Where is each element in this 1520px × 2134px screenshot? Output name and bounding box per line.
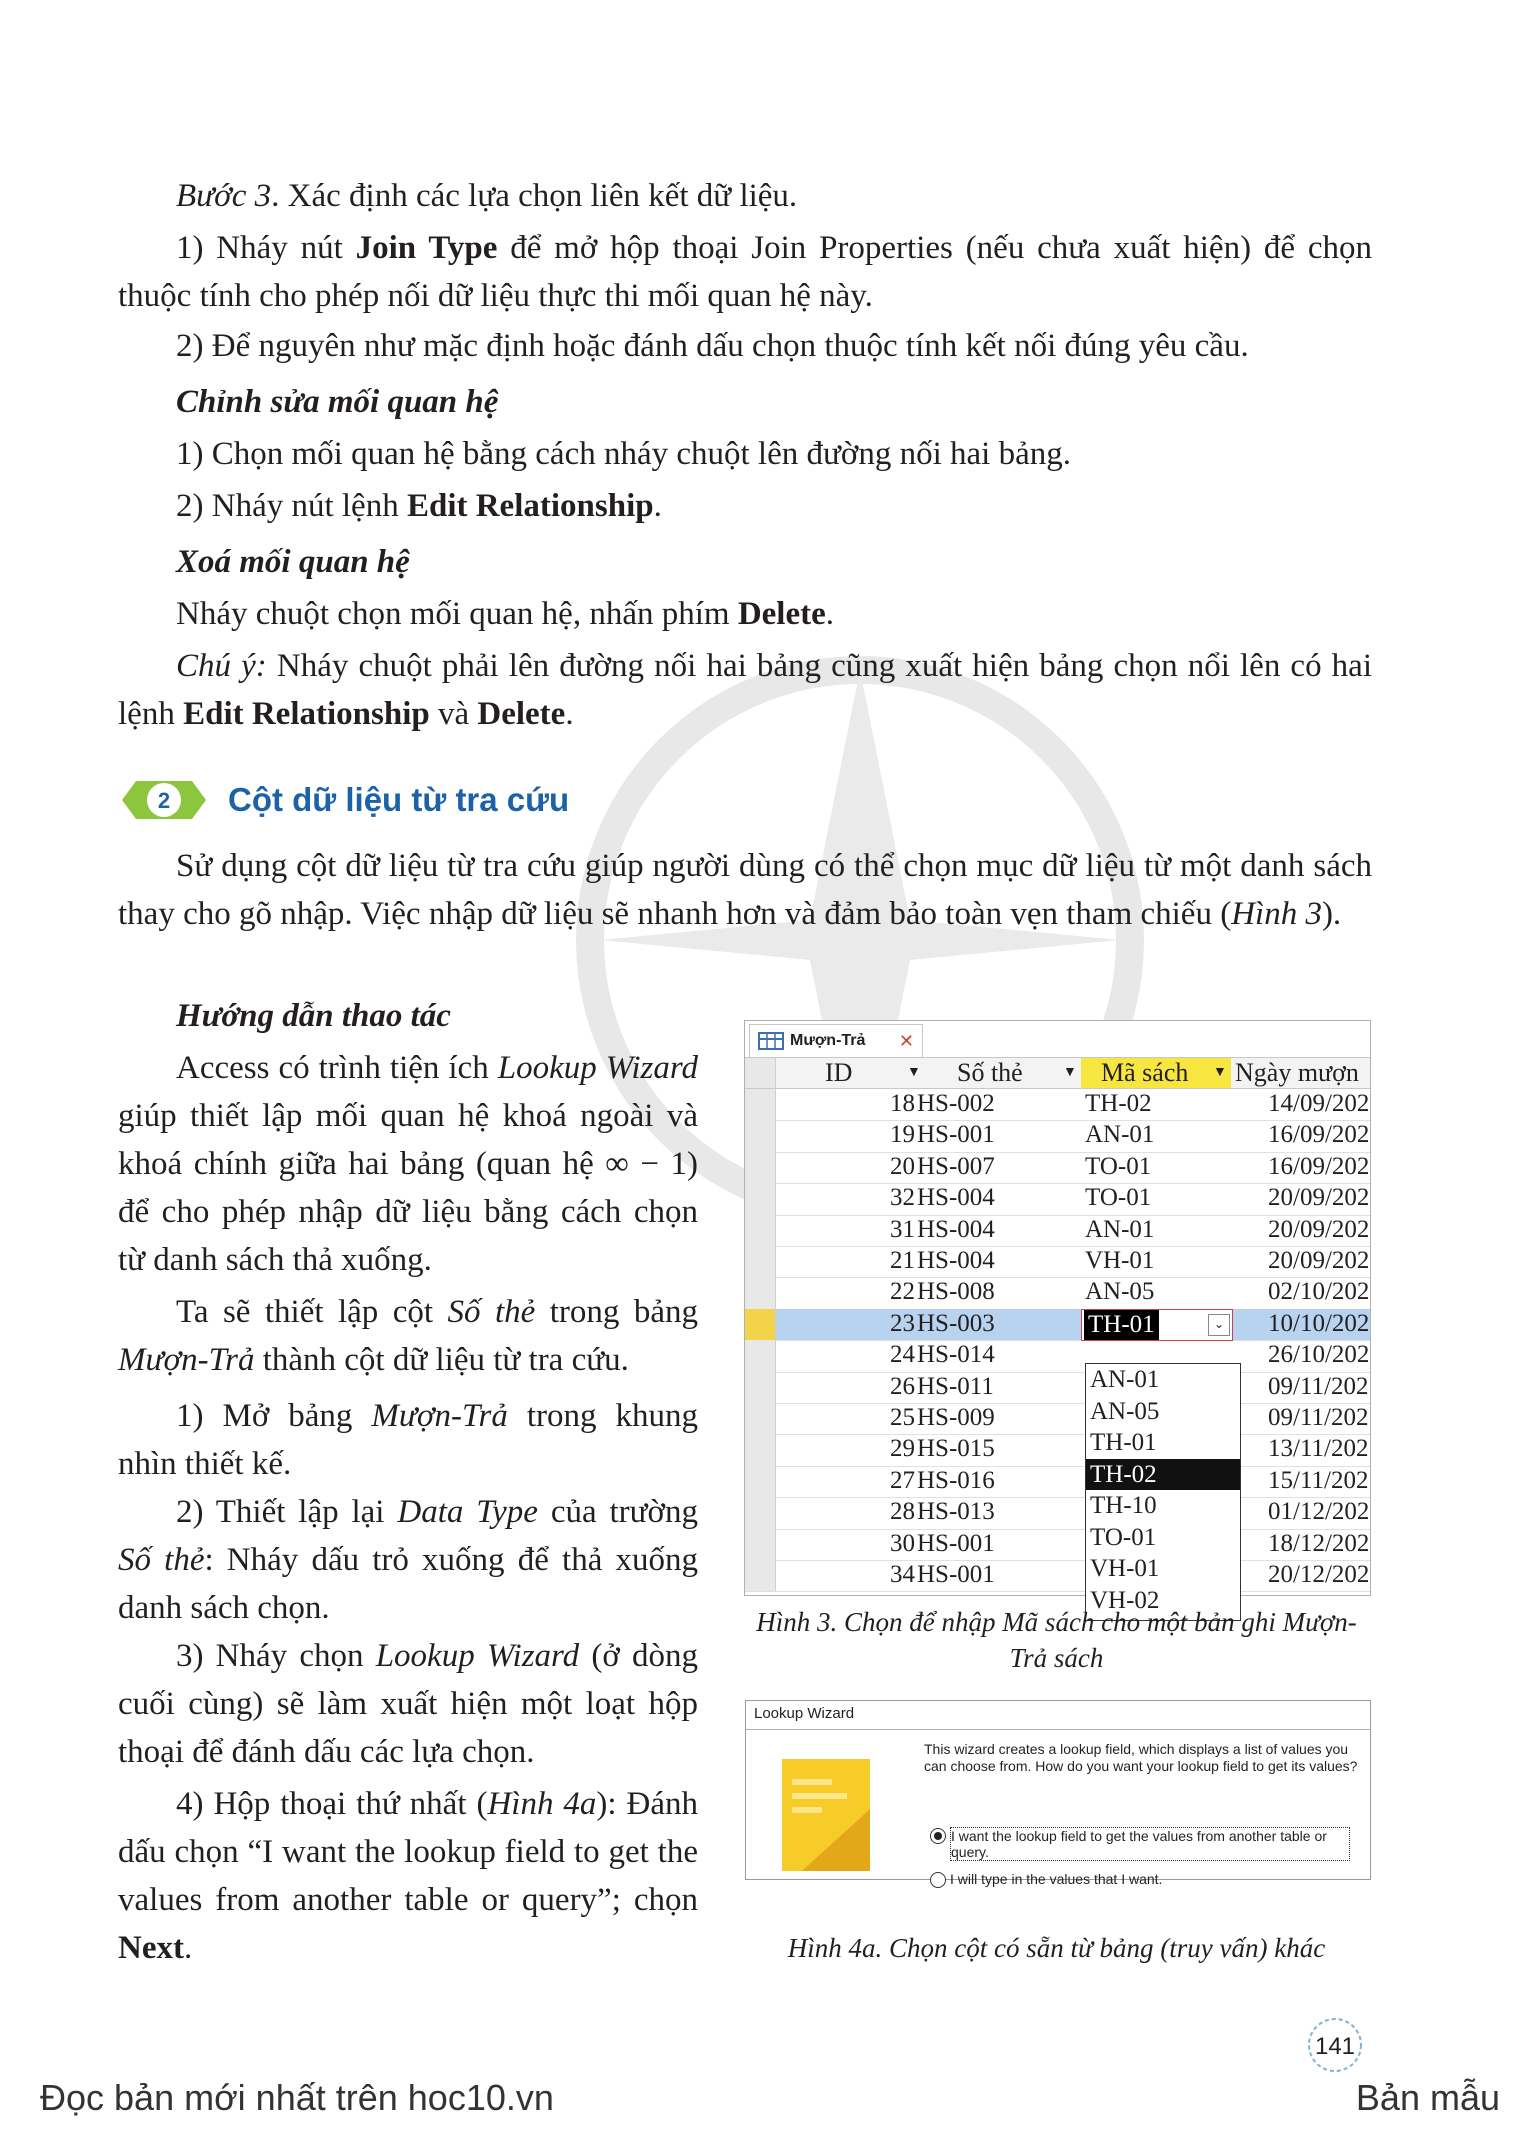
dropdown-option[interactable]: TH-10: [1090, 1492, 1157, 1519]
cell-ngay-muon[interactable]: 20/09/202: [1268, 1247, 1370, 1274]
table-row[interactable]: [745, 1215, 1370, 1247]
table-row[interactable]: [745, 1246, 1370, 1278]
cell-id[interactable]: 27: [890, 1466, 915, 1494]
section-heading: [118, 775, 569, 825]
svg-text:141: 141: [1314, 2033, 1356, 2060]
cell-id[interactable]: 25: [890, 1404, 915, 1431]
header-ngay-muon[interactable]: Ngày mượn: [1235, 1058, 1359, 1087]
cell-so-the[interactable]: HS-004: [917, 1215, 995, 1243]
chevron-down-icon[interactable]: ▼: [907, 1065, 921, 1080]
dropdown-option[interactable]: VH-02: [1090, 1586, 1160, 1614]
cell-id[interactable]: 26: [890, 1372, 915, 1400]
select-all-corner[interactable]: [745, 1058, 776, 1088]
row-selector[interactable]: [745, 1403, 776, 1434]
cell-so-the[interactable]: HS-008: [917, 1278, 995, 1306]
guide-paragraph-6: 4) Hộp thoại thứ nhất (Hình 4a): Đánh dấu chọn “I want the lookup field to get the values from another table or query”; chọn Next.: [118, 1786, 699, 1966]
cell-ngay-muon[interactable]: 09/11/202: [1268, 1404, 1369, 1431]
dropdown-option[interactable]: TH-02: [1086, 1459, 1240, 1491]
option-type-values[interactable]: I will type in the values that I want.: [930, 1871, 1162, 1887]
edit-heading: Chỉnh sửa mối quan hệ: [176, 384, 499, 420]
table-row[interactable]: [745, 1309, 1370, 1341]
cell-id[interactable]: 29: [890, 1435, 915, 1463]
cell-ngay-muon[interactable]: 20/09/202: [1268, 1184, 1370, 1212]
guide-paragraph-5: 3) Nháy chọn Lookup Wizard (ở dòng cuối cùng) sẽ làm xuất hiện một loạt hộp thoại để đánh dấu các lựa chọn.: [118, 1638, 698, 1770]
svg-text:2: 2: [157, 788, 171, 813]
ma-sach-combo[interactable]: [1081, 1309, 1233, 1341]
option-from-table[interactable]: I want the lookup field to get the values from another table or query.: [930, 1827, 1350, 1861]
figure4a-caption: Hình 4a. Chọn cột có sẵn từ bảng (truy vấn) khác: [787, 1933, 1326, 1963]
footer-right-label: Bản mẫu: [1355, 2077, 1500, 2118]
radio-selected[interactable]: [930, 1828, 946, 1844]
table-row[interactable]: [745, 1560, 1370, 1592]
delete-item: Nháy chuột chọn mối quan hệ, nhấn phím Delete.: [176, 596, 834, 632]
step3-line: Bước 3. Xác định các lựa chọn liên kết dữ liệu.: [176, 178, 798, 214]
cell-ngay-muon[interactable]: 18/12/202: [1268, 1529, 1370, 1557]
wizard-illustration: [782, 1759, 870, 1871]
cell-ngay-muon[interactable]: 26/10/202: [1268, 1341, 1370, 1369]
table-row[interactable]: [745, 1497, 1370, 1529]
footer-left-link[interactable]: Đọc bản mới nhất trên hoc10.vn: [40, 2077, 554, 2118]
section-title: Cột dữ liệu từ tra cứu: [228, 781, 570, 818]
guide-heading: Hướng dẫn thao tác: [176, 998, 451, 1034]
dropdown-option[interactable]: AN-05: [1090, 1397, 1160, 1425]
edit-item2: 2) Nháy nút lệnh Edit Relationship.: [176, 488, 662, 524]
table-row[interactable]: [745, 1340, 1370, 1372]
cell-ngay-muon[interactable]: 14/09/202: [1268, 1090, 1370, 1117]
row-selector[interactable]: [745, 1089, 776, 1120]
cell-ma-sach[interactable]: TH-02: [1085, 1090, 1152, 1117]
cell-id[interactable]: 23: [890, 1309, 915, 1337]
chevron-down-icon[interactable]: ▼: [1063, 1065, 1077, 1080]
cell-so-the[interactable]: HS-004: [917, 1184, 995, 1212]
dropdown-arrow-icon[interactable]: ⌄: [1208, 1314, 1230, 1336]
title-divider: [746, 1729, 1370, 1730]
cell-ngay-muon[interactable]: 13/11/202: [1268, 1435, 1369, 1463]
lookup-wizard-dialog: [745, 1700, 1371, 1887]
header-so-the[interactable]: Số thẻ: [957, 1058, 1023, 1087]
guide-paragraph-3: 1) Mở bảng Mượn-Trả trong khung nhìn thiết kế.: [118, 1398, 698, 1482]
muon-tra-datasheet: [744, 1020, 1371, 1614]
cell-so-the[interactable]: HS-016: [917, 1466, 995, 1494]
figure3-caption: Hình 3. Chọn để nhập Mã sách cho một bản ghi Mượn-Trả sách: [756, 1607, 1357, 1673]
cell-ngay-muon[interactable]: 01/12/202: [1268, 1498, 1370, 1526]
cell-id[interactable]: 30: [890, 1529, 915, 1557]
row-selector[interactable]: [745, 1215, 776, 1246]
guide-paragraph-2: Ta sẽ thiết lập cột Số thẻ trong bảng Mượn-Trả thành cột dữ liệu từ tra cứu.: [118, 1294, 698, 1378]
chevron-down-icon[interactable]: ▼: [1213, 1065, 1227, 1080]
tab-label: Mượn-Trả: [790, 1032, 866, 1049]
table-row[interactable]: [745, 1372, 1370, 1404]
row-selector[interactable]: [745, 1152, 776, 1183]
cell-id[interactable]: 24: [890, 1341, 915, 1369]
radio-unselected[interactable]: [930, 1872, 946, 1888]
header-row: [745, 1058, 1370, 1089]
guide-paragraph-4: 2) Thiết lập lại Data Type của trường Số thẻ: Nháy dấu trỏ xuống để thả xuống danh sách chọn.: [118, 1494, 698, 1626]
note-paragraph: Chú ý: Nháy chuột phải lên đường nối hai bảng cũng xuất hiện bảng chọn nổi lên có hai lệnh Edit Relationship và Delete.: [118, 648, 1372, 732]
dialog-title: Lookup Wizard: [754, 1705, 855, 1722]
header-ma-sach[interactable]: Mã sách: [1081, 1058, 1231, 1088]
table-row[interactable]: [745, 1089, 1370, 1121]
cell-ma-sach[interactable]: AN-05: [1085, 1278, 1155, 1306]
section-intro: Sử dụng cột dữ liệu từ tra cứu giúp người dùng có thể chọn mục dữ liệu từ một danh sách thay cho gõ nhập. Việc nhập dữ liệu sẽ nhanh hơn và đảm bảo toàn vẹn tham chiếu (Hình 3).: [118, 848, 1372, 932]
table-row[interactable]: [745, 1466, 1370, 1498]
cell-ngay-muon[interactable]: 10/10/202: [1268, 1309, 1370, 1337]
cell-so-the[interactable]: HS-001: [917, 1561, 995, 1588]
cell-so-the[interactable]: HS-004: [917, 1247, 995, 1274]
cell-id[interactable]: 18: [890, 1090, 915, 1117]
table-row[interactable]: [745, 1120, 1370, 1152]
cell-ma-sach[interactable]: AN-01: [1085, 1215, 1155, 1243]
page-number-badge: [1305, 2015, 1365, 2075]
cell-id[interactable]: 32: [890, 1184, 915, 1212]
row-selector[interactable]: [745, 1560, 776, 1591]
tab-muon-tra[interactable]: [749, 1024, 923, 1057]
cell-id[interactable]: 19: [890, 1121, 915, 1149]
table-icon: [758, 1032, 784, 1050]
cell-so-the[interactable]: HS-011: [917, 1372, 994, 1400]
table-row[interactable]: [745, 1529, 1370, 1561]
cell-so-the[interactable]: HS-014: [917, 1341, 995, 1369]
combo-value: TH-01: [1084, 1310, 1159, 1340]
cell-id[interactable]: 20: [890, 1152, 915, 1180]
table-row[interactable]: [745, 1152, 1370, 1184]
cell-ngay-muon[interactable]: 16/09/202: [1268, 1121, 1370, 1149]
cell-ngay-muon[interactable]: 15/11/202: [1268, 1466, 1369, 1494]
cell-so-the[interactable]: HS-001: [917, 1121, 995, 1149]
cell-so-the[interactable]: HS-013: [917, 1498, 995, 1526]
ma-sach-dropdown-list: [1085, 1363, 1241, 1621]
guide-paragraph-1: Access có trình tiện ích Lookup Wizard giúp thiết lập mối quan hệ khoá ngoài và khoá chính giữa hai bảng (quan hệ ∞ − 1) để cho phép nhập dữ liệu bằng cách chọn từ danh sách thả xuống.: [118, 1050, 699, 1278]
delete-heading: Xoá mối quan hệ: [176, 544, 410, 580]
edit-item1: 1) Chọn mối quan hệ bằng cách nháy chuột lên đường nối hai bảng.: [176, 436, 1071, 472]
dropdown-option[interactable]: TH-01: [1090, 1429, 1157, 1456]
cell-id[interactable]: 31: [890, 1215, 915, 1243]
step3-item2: 2) Để nguyên như mặc định hoặc đánh dấu chọn thuộc tính kết nối đúng yêu cầu.: [176, 328, 1249, 364]
cell-ma-sach[interactable]: TO-01: [1085, 1152, 1152, 1180]
cell-so-the[interactable]: HS-001: [917, 1529, 995, 1557]
dropdown-option[interactable]: VH-01: [1090, 1555, 1160, 1582]
row-selector[interactable]: [745, 1466, 776, 1497]
table-row[interactable]: [745, 1434, 1370, 1466]
row-selector[interactable]: [745, 1246, 776, 1277]
row-selector[interactable]: [745, 1372, 776, 1403]
cell-so-the[interactable]: HS-009: [917, 1404, 995, 1431]
step3-item1: 1) Nháy nút Join Type để mở hộp thoại Join Properties (nếu chưa xuất hiện) để chọn thuộc tính cho phép nối dữ liệu thực thi mối quan hệ này.: [118, 230, 1372, 314]
dropdown-option[interactable]: TO-01: [1090, 1523, 1157, 1551]
cell-ngay-muon[interactable]: 20/09/202: [1268, 1215, 1370, 1243]
cell-id[interactable]: 28: [890, 1498, 915, 1526]
cell-id[interactable]: 21: [890, 1247, 915, 1274]
cell-ma-sach[interactable]: VH-01: [1085, 1247, 1155, 1274]
cell-ngay-muon[interactable]: 20/12/202: [1268, 1561, 1370, 1588]
table-row[interactable]: [745, 1183, 1370, 1215]
row-selector[interactable]: [745, 1529, 776, 1560]
wizard-description: This wizard creates a lookup field, which displays a list of values you can choose from. How do you want your lookup field to get its values?: [924, 1741, 1358, 1774]
row-selector[interactable]: [745, 1434, 776, 1465]
cell-so-the[interactable]: HS-003: [917, 1309, 995, 1337]
row-selector[interactable]: [745, 1277, 776, 1308]
table-row[interactable]: [745, 1277, 1370, 1309]
cell-ngay-muon[interactable]: 16/09/202: [1268, 1152, 1370, 1180]
cell-so-the[interactable]: HS-007: [917, 1152, 995, 1180]
table-row[interactable]: [745, 1403, 1370, 1435]
dropdown-option[interactable]: AN-01: [1090, 1366, 1160, 1393]
row-selector[interactable]: [745, 1497, 776, 1528]
row-selector[interactable]: [745, 1120, 776, 1151]
section-number-badge: [118, 777, 210, 823]
cell-ngay-muon[interactable]: 02/10/202: [1268, 1278, 1370, 1306]
cell-ngay-muon[interactable]: 09/11/202: [1268, 1372, 1369, 1400]
cell-ma-sach[interactable]: AN-01: [1085, 1121, 1155, 1149]
tab-bar: [745, 1021, 1370, 1058]
row-selector[interactable]: [745, 1309, 776, 1340]
cell-ma-sach[interactable]: TO-01: [1085, 1184, 1152, 1212]
cell-id[interactable]: 22: [890, 1278, 915, 1306]
cell-so-the[interactable]: HS-015: [917, 1435, 995, 1463]
header-id[interactable]: ID: [825, 1058, 853, 1087]
cell-id[interactable]: 34: [890, 1561, 915, 1588]
row-selector[interactable]: [745, 1340, 776, 1371]
cell-so-the[interactable]: HS-002: [917, 1090, 995, 1117]
row-selector[interactable]: [745, 1183, 776, 1214]
close-icon[interactable]: ✕: [898, 1030, 914, 1051]
